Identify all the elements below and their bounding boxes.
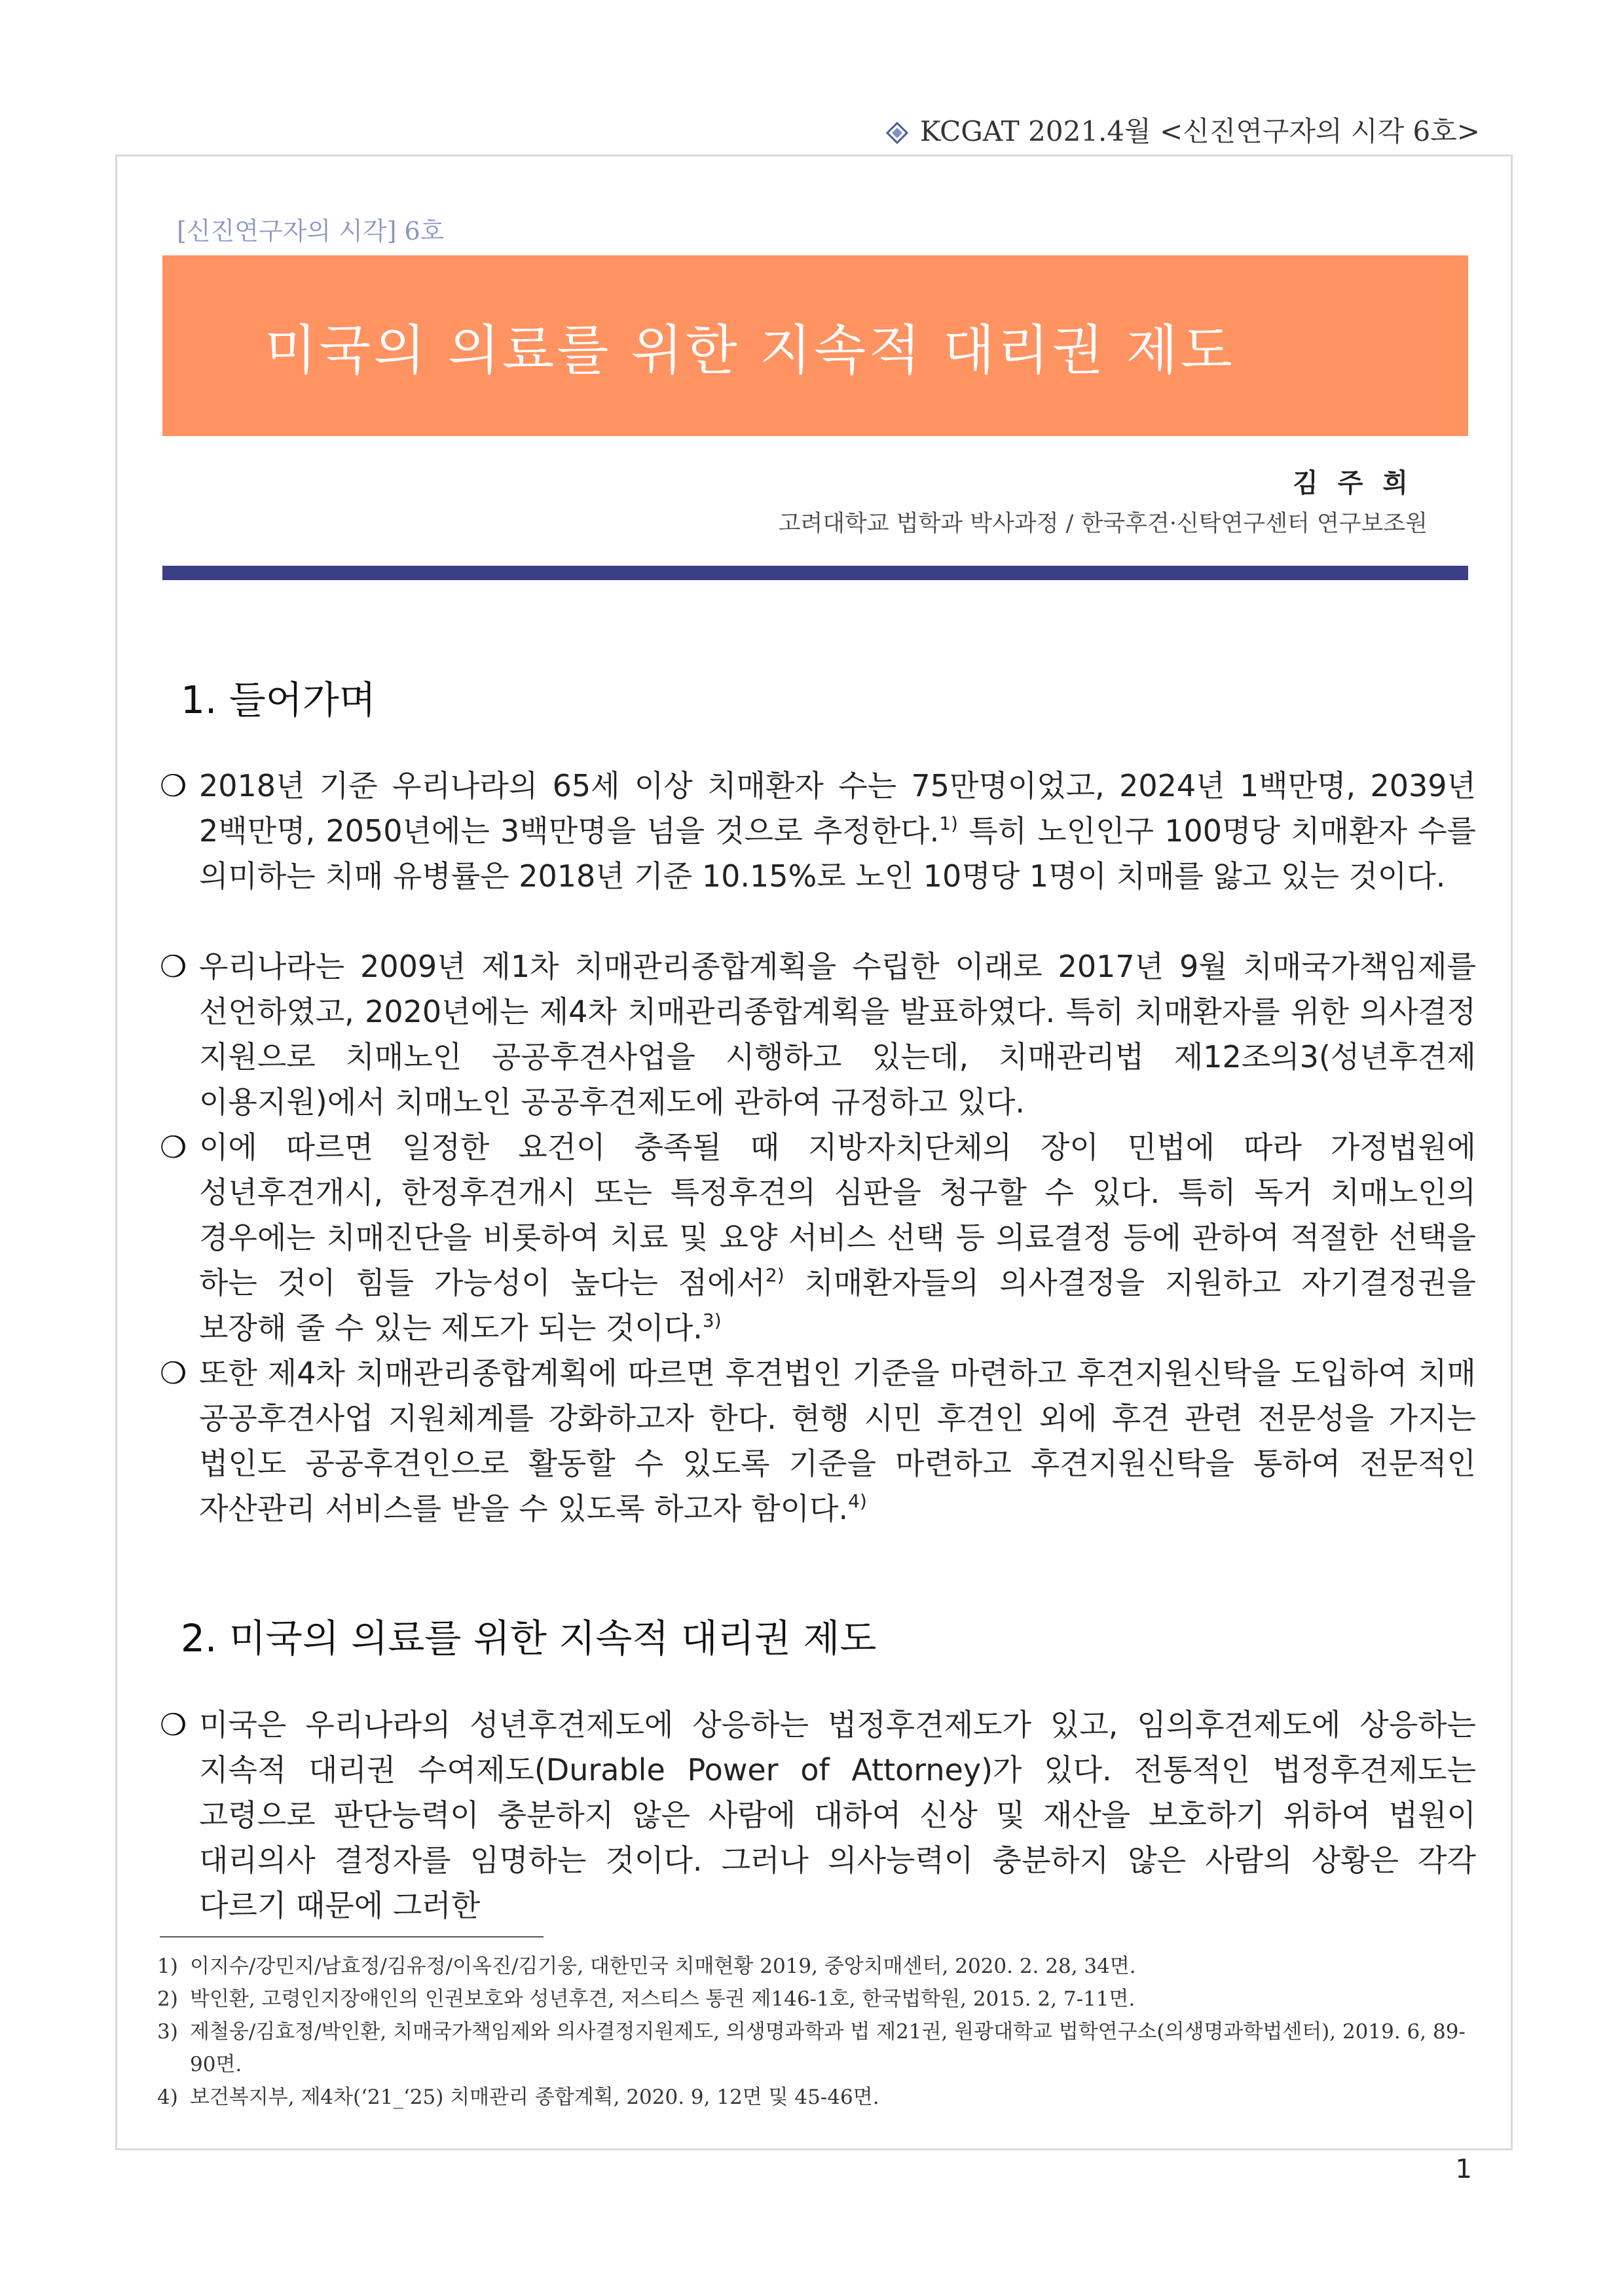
footnote: 3) 제철웅/김효정/박인환, 치매국가책임제와 의사결정지원제도, 의생명과학과 법 제21권, 원광대학교 법학연구소(의생명과학법센터), 2019. 6, 89-90면. (157, 2020, 1466, 2076)
author-name: 김주희 (1293, 468, 1428, 498)
title-banner (162, 255, 1468, 436)
footnote: 4) 보건복지부, 제4차(‘21_‘25) 치매관리 종합계획, 2020. 9, 12면 및 45-46면. (157, 2085, 879, 2109)
page-number: 1 (1455, 2154, 1472, 2184)
diamond-icon (886, 119, 908, 141)
paragraph: ❍ 또한 제4차 치매관리종합계획에 따르면 후견법인 기준을 마련하고 후견지원신탁을 도입하여 치매 공공후견사업 지원체계를 강화하고자 한다. 현행 시민 후견인 외에 후견 관련 전문성을 가지는 법인도 공공후견인으로 활동할 수 있도록 기준을 마련하고 후견지원신탁을 통하여 전문적인 자산관리 서비스를 받을 수 있도록 하고자 함이다.$^{4)}$ (160, 1351, 1477, 1532)
page-title: 미국의 의료를 위한 지속적 대리권 제도 (265, 319, 1235, 382)
footnote-divider (160, 1936, 544, 1937)
paragraph: ❍ 우리나라는 2009년 제1차 치매관리종합계획을 수립한 이래로 2017년 9월 치매국가책임제를 선언하였고, 2020년에는 제4차 치매관리종합계획을 발표하였다. 특히 치매환자를 위한 의사결정 지원으로 치매노인 공공후견사업을 시행하고 있는데, 치매관리법 제12조의3(성년후견제 이용지원)에서 치매노인 공공후견제도에 관하여 규정하고 있다. (160, 944, 1477, 1125)
bullet-icon: ❍ (160, 768, 187, 803)
bullet-icon: ❍ (160, 1707, 187, 1742)
bullet-icon: ❍ (160, 949, 187, 984)
footnote: 2) 박인환, 고령인지장애인의 인권보호와 성년후견, 저스티스 통권 제146-1호, 한국법학원, 2015. 2, 7-11면. (157, 1987, 1135, 2011)
footnote-ref: 4) (848, 1490, 867, 1512)
author-affiliation: 고려대학교 법학과 박사과정 / 한국후견·신탁연구센터 연구보조원 (778, 511, 1428, 537)
paragraph: ❍ 미국은 우리나라의 성년후견제도에 상응하는 법정후견제도가 있고, 임의후견제도에 상응하는 지속적 대리권 수여제도(Durable Power of Attorney)가 있다. 전통적인 법정후견제도는 고령으로 판단능력이 충분하지 않은 사람에 대하여 신상 및 재산을 보호하기 위하여 법원이 대리의사 결정자를 임명하는 것이다. 그러나 의사능력이 충분하지 않은 사람의 상황은 각각 다르기 때문에 그러한 (160, 1702, 1477, 1928)
bullet-icon: ❍ (160, 1355, 187, 1391)
bullet-icon: ❍ (160, 1129, 187, 1165)
series-label: [신진연구자의 시각] 6호 (177, 217, 445, 246)
footnotes (157, 1950, 1480, 2114)
footnote: 1) 이지수/강민지/남효정/김유정/이옥진/김기웅, 대한민국 치매현황 2019, 중앙치매센터, 2020. 2. 28, 34면. (157, 1955, 1136, 1978)
running-header (886, 110, 1480, 149)
footnote-ref: 2) (765, 1264, 784, 1286)
footnote-ref: 1) (939, 813, 958, 834)
paragraph: ❍ 이에 따르면 일정한 요건이 충족될 때 지방자치단체의 장이 민법에 따라 가정법원에 성년후견개시, 한정후견개시 또는 특정후견의 심판을 청구할 수 있다. 특히 독거 치매노인의 경우에는 치매진단을 비롯하여 치료 및 요양 서비스 선택 등 의료결정 등에 관하여 적절한 선택을 하는 것이 힘들 가능성이 높다는 점에서$^{2)}$ 치매환자들의 의사결정을 지원하고 자기결정권을 보장해 줄 수 있는 제도가 되는 것이다.$^{3)}$ (160, 1125, 1477, 1351)
running-title: KCGAT 2021.4월 <신진연구자의 시각 6호> (919, 115, 1480, 147)
footnote-ref: 3) (702, 1310, 722, 1331)
title-divider (162, 566, 1468, 580)
paragraph: ❍ 2018년 기준 우리나라의 65세 이상 치매환자 수는 75만명이었고, 2024년 1백만명, 2039년 2백만명, 2050년에는 3백만명을 넘을 것으로 추정한다.$^{1)}$ 특히 노인인구 100명당 치매환자 수를 의미하는 치매 유병률은 2018년 기준 10.15%로 노인 10명당 1명이 치매를 앓고 있는 것이다. (160, 763, 1477, 899)
section-heading-2: 2. 미국의 의료를 위한 지속적 대리권 제도 (181, 1616, 877, 1661)
section-heading-1: 1. 들어가며 (181, 678, 376, 722)
